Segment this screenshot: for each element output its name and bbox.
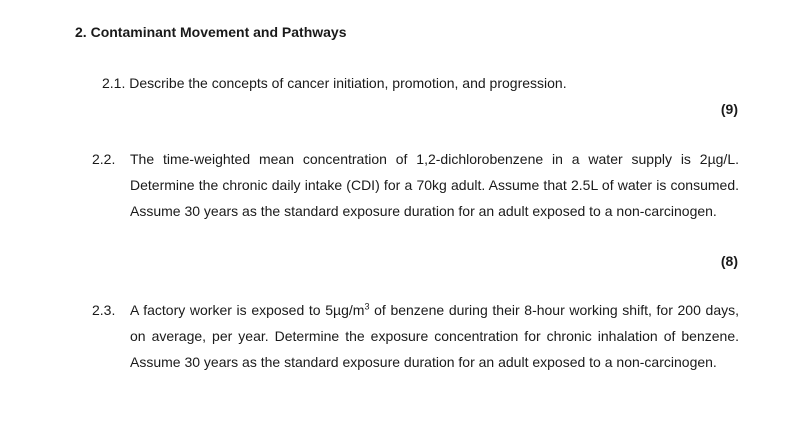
question-2-2-text: The time-weighted mean concentration of 1,2-dichlorobenzene in a water supply is 2µg/L. Determine the chronic daily intake (CDI) for a 70kg adult. Assume that 2.5L of water is consumed. Assume 30 years as the standard exposure duration for an adult exposed to a non-carcinogen. xyxy=(130,151,739,219)
superscript-3: 3 xyxy=(364,301,370,312)
section-number: 2. xyxy=(75,24,87,40)
question-2-3-text-part2: of benzene during their 8-hour working shift, for 200 days, on average, per year. Determine the exposure concentration for chronic inhalation of benzene. Assume 30 years as the standard exposure duration for an adult exposed to a non-carcinogen. xyxy=(130,302,739,370)
question-2-3-text xyxy=(130,297,739,375)
question-text: Describe the concepts of cancer initiation, promotion, and progression. xyxy=(129,75,567,91)
section-title: Contaminant Movement and Pathways xyxy=(90,24,347,40)
question-number: 2.1. xyxy=(102,75,126,91)
question-2-3-text-part1: A factory worker is exposed to 5µg/m xyxy=(130,302,365,318)
question-2-1-marks: (9) xyxy=(720,101,738,117)
section-heading xyxy=(75,23,347,41)
question-2-2-number: 2.2. xyxy=(92,151,116,167)
question-2-1 xyxy=(102,74,567,92)
question-2-3-number: 2.3. xyxy=(92,302,116,318)
question-2-2-marks: (8) xyxy=(720,253,738,269)
